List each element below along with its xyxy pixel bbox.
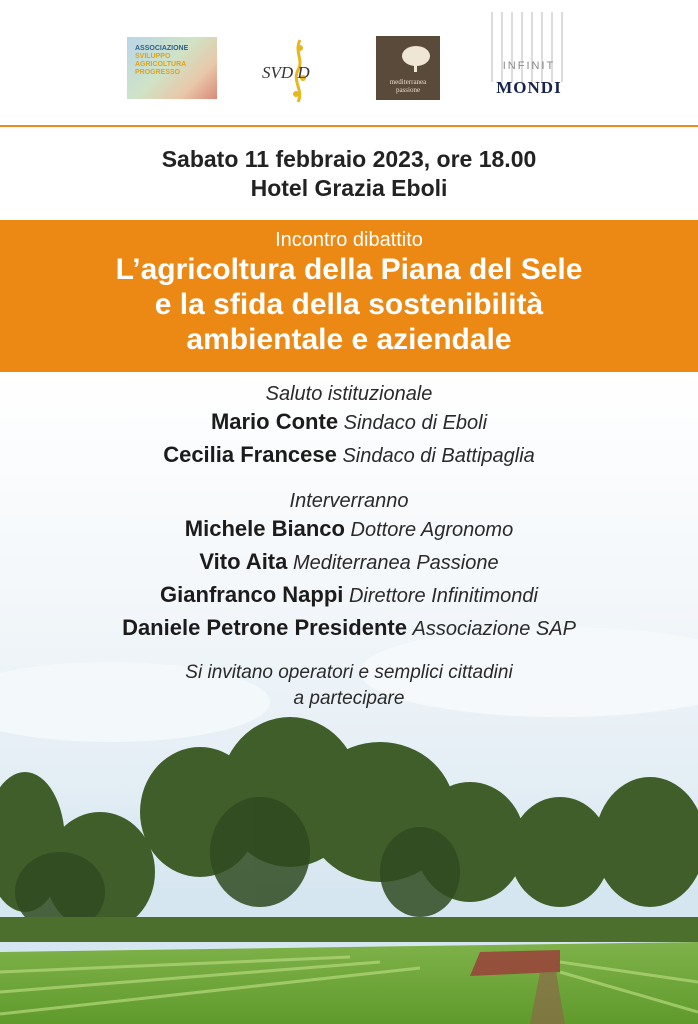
sap-logo-line: SVILUPPO xyxy=(135,53,171,60)
speakers-label: Interverranno xyxy=(289,490,409,512)
sap-logo-line: AGRICOLTURA xyxy=(135,61,187,68)
orange-divider xyxy=(0,125,698,127)
speaker xyxy=(0,612,698,645)
event-date: Sabato 11 febbraio 2023, ore 18.00 xyxy=(161,146,537,172)
sap-logo-line: PROGRESSO xyxy=(135,69,181,76)
speaker-role: Direttore Infinitimondi xyxy=(348,585,538,607)
event-title-line: ambientale e aziendale xyxy=(186,323,512,356)
svd-logo xyxy=(258,38,333,104)
speaker xyxy=(0,579,698,612)
svd-logo-text: SVD D xyxy=(262,63,310,82)
event-title-line: e la sfida della sostenibilità xyxy=(154,288,544,321)
speaker-role: Sindaco di Battipaglia xyxy=(342,445,535,467)
speaker-role: Associazione SAP xyxy=(412,618,576,640)
infinitimondi-logo xyxy=(488,12,570,98)
speaker-name: Mario Conte xyxy=(210,409,339,434)
program xyxy=(0,382,698,645)
sap-association-logo xyxy=(127,37,217,99)
speaker-name: Gianfranco Nappi xyxy=(160,582,344,607)
speaker xyxy=(0,546,698,579)
greetings-label: Saluto istituzionale xyxy=(265,383,433,405)
event-details xyxy=(0,145,698,203)
mediterranea-logo-line: passione xyxy=(395,86,421,94)
event-venue: Hotel Grazia Eboli xyxy=(250,175,448,201)
event-title-line: L’agricoltura della Piana del Sele xyxy=(115,253,583,286)
mediterranea-logo-line: mediterranea xyxy=(389,78,427,86)
banner-kicker: Incontro dibattito xyxy=(275,229,423,251)
infinitimondi-logo-top: INFINIT xyxy=(502,60,556,72)
invitation-text xyxy=(0,660,698,712)
greeting-speaker xyxy=(0,439,698,472)
invitation-line: Si invitano operatori e semplici cittadini xyxy=(185,662,513,683)
logo-strip xyxy=(0,0,698,125)
speaker-name: Daniele Petrone Presidente xyxy=(122,615,407,640)
mediterranea-passione-logo xyxy=(376,36,440,100)
speaker-name: Vito Aita xyxy=(199,549,288,574)
event-title xyxy=(0,252,698,357)
greeting-speaker xyxy=(0,406,698,439)
speaker-role: Sindaco di Eboli xyxy=(343,412,488,434)
sap-logo-line: ASSOCIAZIONE xyxy=(135,45,189,52)
speaker-name: Cecilia Francese xyxy=(163,442,337,467)
svd-logo-dot xyxy=(297,45,303,51)
title-banner xyxy=(0,220,698,372)
invitation-line: a partecipare xyxy=(293,688,405,709)
speaker-name: Michele Bianco xyxy=(184,516,345,541)
speaker xyxy=(0,513,698,546)
infinitimondi-logo-bottom: MONDI xyxy=(496,78,562,97)
speaker-role: Dottore Agronomo xyxy=(350,519,514,541)
svd-logo-dot xyxy=(293,91,299,97)
speaker-role: Mediterranea Passione xyxy=(292,552,499,574)
